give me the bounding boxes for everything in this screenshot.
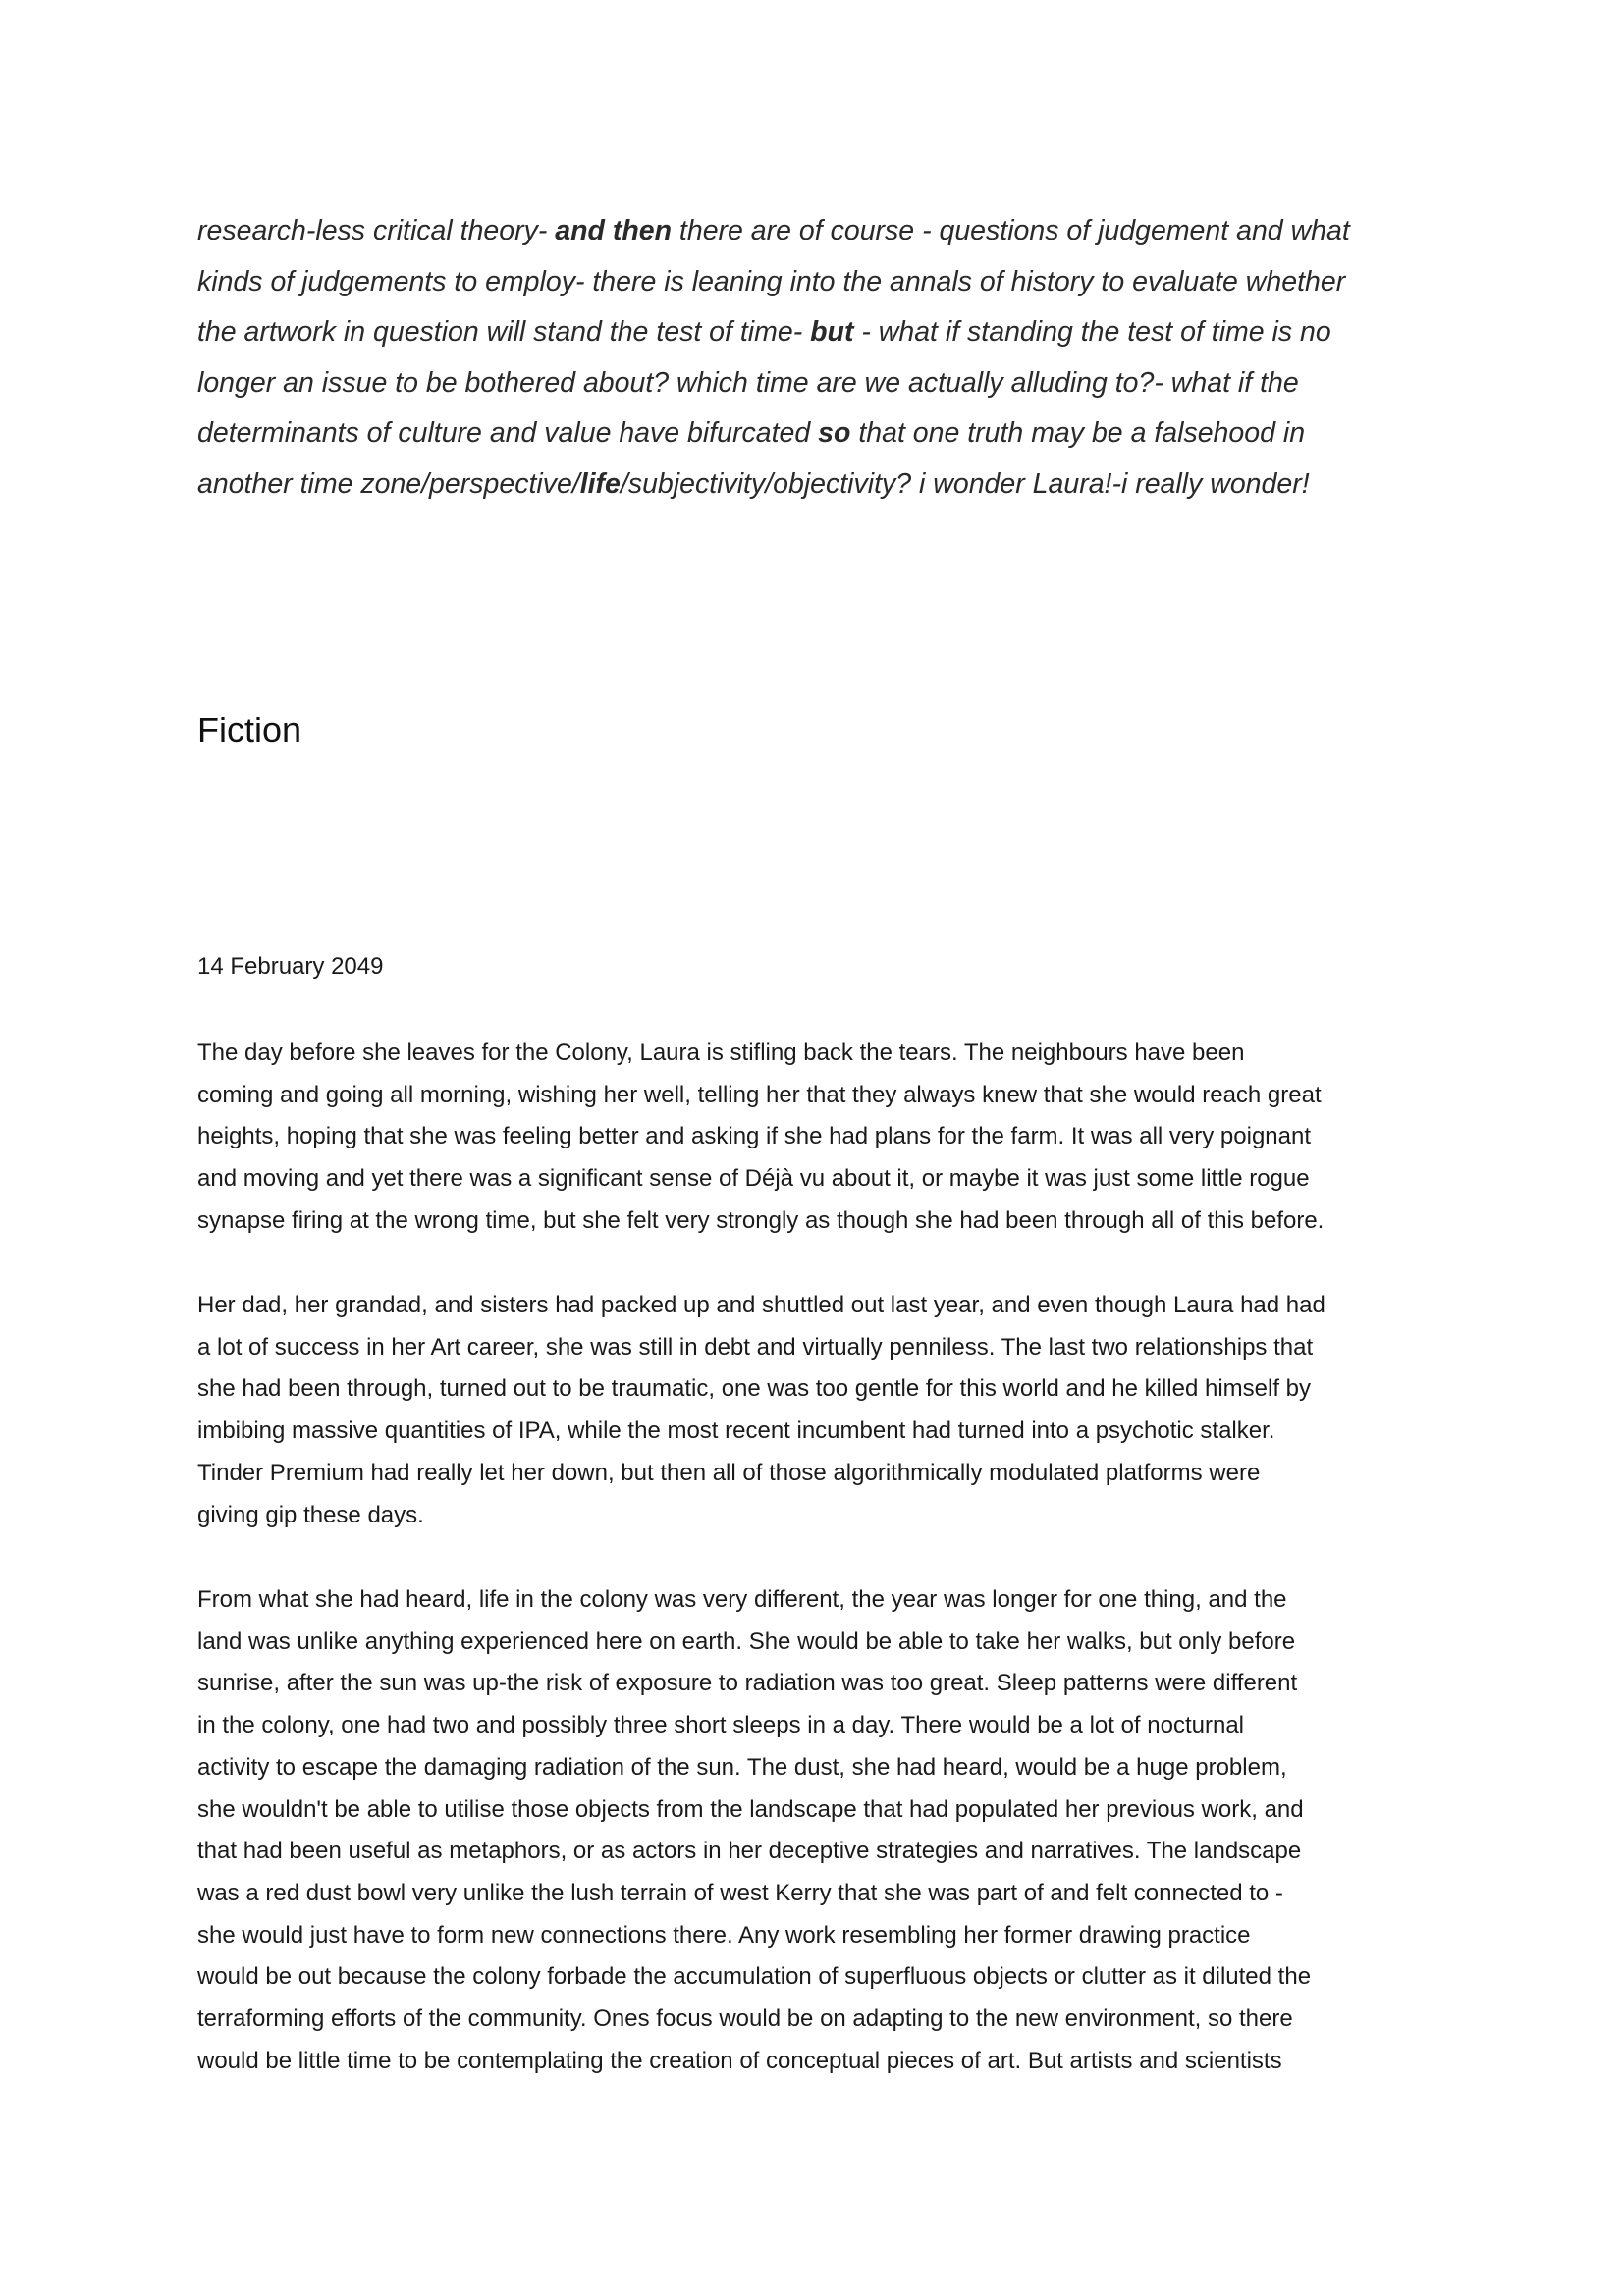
quote-emphasis: but bbox=[810, 316, 854, 347]
quote-text: - what if standing the test of time is no bbox=[853, 316, 1331, 347]
paragraph-line: she had been through, turned out to be traumatic, one was too gentle for this world and he killed himself by bbox=[197, 1375, 1312, 1403]
quote-text: longer an issue to be bothered about? which time are we actually alluding to?- what if the bbox=[197, 366, 1299, 399]
quote-text: determinants of culture and value have bifurcated bbox=[197, 417, 819, 449]
paragraph-line: land was unlike anything experienced here on earth. She would be able to take her walks, but only before bbox=[197, 1628, 1296, 1655]
body-paragraph bbox=[197, 1033, 1474, 1243]
paragraph-line: and moving and yet there was a significant sense of Déjà vu about it, or maybe it was just some little rogue bbox=[197, 1165, 1310, 1193]
body-paragraph bbox=[197, 1285, 1474, 1536]
quote-emphasis: life bbox=[579, 467, 621, 500]
quote-text: there are of course - questions of judgement and what bbox=[672, 215, 1350, 246]
paragraph-line: The day before she leaves for the Colony, Laura is stifling back the tears. The neighbours have been bbox=[197, 1040, 1245, 1066]
quote-text: that one truth may be a falsehood in bbox=[850, 417, 1306, 449]
paragraph-line: giving gip these days. bbox=[197, 1501, 424, 1528]
quote-text: the artwork in question will stand the test of time- bbox=[197, 316, 811, 347]
quote-line bbox=[197, 459, 1474, 510]
quote-line bbox=[197, 408, 1474, 459]
quote-emphasis: so bbox=[818, 417, 851, 449]
entry-date: 14 February 2049 bbox=[197, 953, 384, 980]
paragraph-line: coming and going all morning, wishing her well, telling her that they always knew that she would reach great bbox=[197, 1081, 1322, 1108]
quote-emphasis: and then bbox=[555, 215, 673, 246]
quote-text: /subjectivity/objectivity? i wonder Laura!-i really wonder! bbox=[620, 467, 1310, 500]
section-heading: Fiction bbox=[197, 710, 302, 750]
paragraph-line: Tinder Premium had really let her down, but then all of those algorithmically modulated platforms were bbox=[197, 1459, 1261, 1486]
quote-text: another time zone/perspective/ bbox=[197, 467, 580, 500]
quote-line bbox=[197, 307, 1474, 358]
paragraph-line: From what she had heard, life in the colony was very different, the year was longer for one thing, and the bbox=[197, 1586, 1287, 1613]
paragraph-line: in the colony, one had two and possibly three short sleeps in a day. There would be a lot of nocturnal bbox=[197, 1712, 1244, 1739]
paragraph-line: activity to escape the damaging radiation of the sun. The dust, she had heard, would be a huge problem, bbox=[197, 1753, 1287, 1781]
paragraph-line: heights, hoping that she was feeling better and asking if she had plans for the farm. It was all very poignant bbox=[197, 1123, 1312, 1150]
paragraph-line: sunrise, after the sun was up-the risk of exposure to radiation was too great. Sleep patterns were different bbox=[197, 1670, 1298, 1697]
paragraph-line: was a red dust bowl very unlike the lush terrain of west Kerry that she was part of and felt connected to - bbox=[197, 1879, 1283, 1906]
quote-text: kinds of judgements to employ- there is leaning into the annals of history to evaluate whether bbox=[197, 265, 1346, 297]
body-paragraph bbox=[197, 1579, 1474, 2082]
paragraph-line: would be out because the colony forbade the accumulation of superfluous objects or clutter as it diluted the bbox=[197, 1963, 1312, 1991]
paragraph-line: synapse firing at the wrong time, but she felt very strongly as though she had been through all of this before. bbox=[197, 1206, 1325, 1234]
paragraph-line: she wouldn't be able to utilise those objects from the landscape that had populated her previous work, and bbox=[197, 1795, 1304, 1823]
paragraph-line: terraforming efforts of the community. Ones focus would be on adapting to the new environment, so there bbox=[197, 2005, 1293, 2033]
paragraph-line: she would just have to form new connections there. Any work resembling her former drawing practice bbox=[197, 1921, 1251, 1949]
italic-quote-passage bbox=[197, 206, 1474, 509]
paragraph-line: a lot of success in her Art career, she was still in debt and virtually penniless. The last two relationships that bbox=[197, 1333, 1314, 1361]
quote-line bbox=[197, 206, 1474, 257]
paragraph-line: that had been useful as metaphors, or as actors in her deceptive strategies and narratives. The landscape bbox=[197, 1838, 1302, 1865]
paragraph-line: imbibing massive quantities of IPA, while the most recent incumbent had turned into a psychotic stalker. bbox=[197, 1417, 1275, 1445]
paragraph-line: Her dad, her grandad, and sisters had packed up and shuttled out last year, and even though Laura had had bbox=[197, 1292, 1325, 1318]
quote-line bbox=[197, 358, 1474, 409]
quote-line bbox=[197, 257, 1474, 308]
paragraph-line: would be little time to be contemplating the creation of conceptual pieces of art. But artists and scientists bbox=[197, 2047, 1282, 2074]
quote-text: research-less critical theory- bbox=[197, 215, 556, 246]
